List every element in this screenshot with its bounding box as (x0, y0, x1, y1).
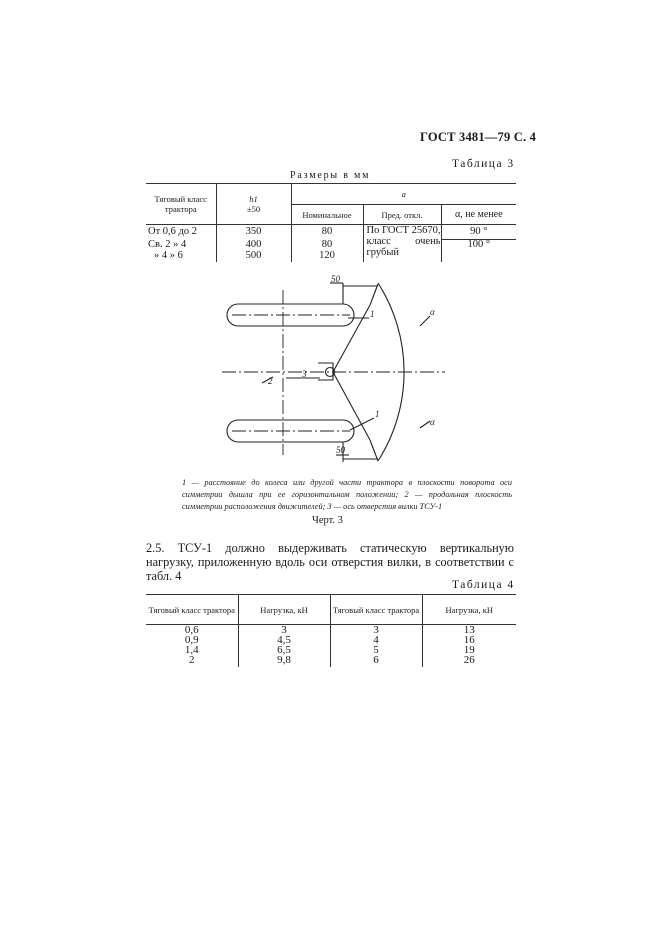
table4-cell: 19 (422, 646, 516, 656)
lower-slot-outline (227, 420, 354, 442)
label-50-top: 50 (331, 274, 340, 284)
label-50-bottom: 50 (336, 445, 345, 455)
table3-row-class: От 0,6 до 2 (148, 226, 198, 238)
table4-header-class-1: Тяговый класс трактора (146, 595, 238, 625)
upper-slot-outline (227, 304, 354, 326)
label-alpha-top: α (430, 307, 435, 317)
table4-cell: 26 (422, 656, 516, 667)
table3-row-h1: 400 (216, 240, 291, 250)
running-title: ГОСТ 3481—79 С. 4 (420, 130, 537, 144)
table3-caption: Таблица 3 (452, 158, 515, 170)
table4-cell: 4 (330, 636, 422, 646)
table3-row-class: » 4 » 6 (154, 249, 183, 261)
table4-cell: 13 (422, 625, 516, 636)
table3-row-nominal: 80 (291, 240, 363, 250)
table4-header-load-1: Нагрузка, кН (238, 595, 330, 625)
table4-cell: 6,5 (238, 646, 330, 656)
table4-cell: 5 (330, 646, 422, 656)
label-alpha-bottom: α (430, 417, 435, 427)
label-1-bottom: 1 (375, 409, 380, 419)
figure-legend: 1 — расстояние до колеса или другой части трактора в плоскости поворота оси симметрии дышла при ее горизонтальном положении; 2 — продольная плоскость симметрии расположения движителей; 3 — ось отверстия вилки ТСУ-1 (182, 478, 512, 511)
table4-cell: 16 (422, 636, 516, 646)
table3-header-alpha: α, не менее (441, 205, 516, 225)
table4-cell: 1,4 (184, 643, 199, 656)
table4 (146, 594, 516, 667)
table4-header-load-2: Нагрузка, кН (422, 595, 516, 625)
table4-header-class-2: Тяговый класс трактора (330, 595, 422, 625)
table3-header-h1-tolerance: ±50 (246, 204, 261, 214)
table3-deviation-text: По ГОСТ 25670, класс очень грубый (363, 225, 441, 262)
table3-units: Размеры в мм (290, 170, 371, 181)
table4-cell: 0,9 (184, 633, 199, 646)
table3-header-nominal: Номинальное (291, 205, 363, 225)
table3-header-class: Тяговый класс трактора (146, 184, 216, 225)
table4-caption: Таблица 4 (452, 579, 515, 591)
table3-header-a: a (291, 184, 516, 205)
label-3: 3 (302, 369, 307, 379)
table4-cell: 2 (189, 654, 195, 667)
paragraph-2-5: 2.5. ТСУ-1 должно выдерживать статическую вертикальную нагрузку, приложенную вдоль оси отверстия вилки, в соответствии с табл. 4 (146, 541, 514, 583)
table3-header-deviation: Пред. откл. (363, 205, 441, 225)
table4-cell: 3 (330, 625, 422, 636)
table4-cell: 9,8 (238, 656, 330, 667)
table3-row-h1: 350 (216, 225, 291, 240)
label-2: 2 (268, 376, 273, 386)
table4-cell: 6 (330, 656, 422, 667)
figure-caption: Черт. 3 (312, 515, 343, 526)
table3-row-nominal: 80 (291, 225, 363, 240)
table4-cell: 0,6 (184, 623, 199, 636)
table4-cell: 3 (238, 625, 330, 636)
table3-row-nominal: 120 (291, 250, 363, 262)
label-1-top: 1 (370, 309, 375, 319)
table3-row-class: Св. 2 » 4 (148, 238, 187, 250)
table3-header-h1-symbol: h1 (249, 194, 258, 204)
table3-row-h1: 500 (216, 250, 291, 262)
table4-cell: 4,5 (238, 636, 330, 646)
table3-alpha-90: 90 ° (441, 225, 516, 240)
table3-alpha-100: 100 ° (441, 240, 516, 262)
